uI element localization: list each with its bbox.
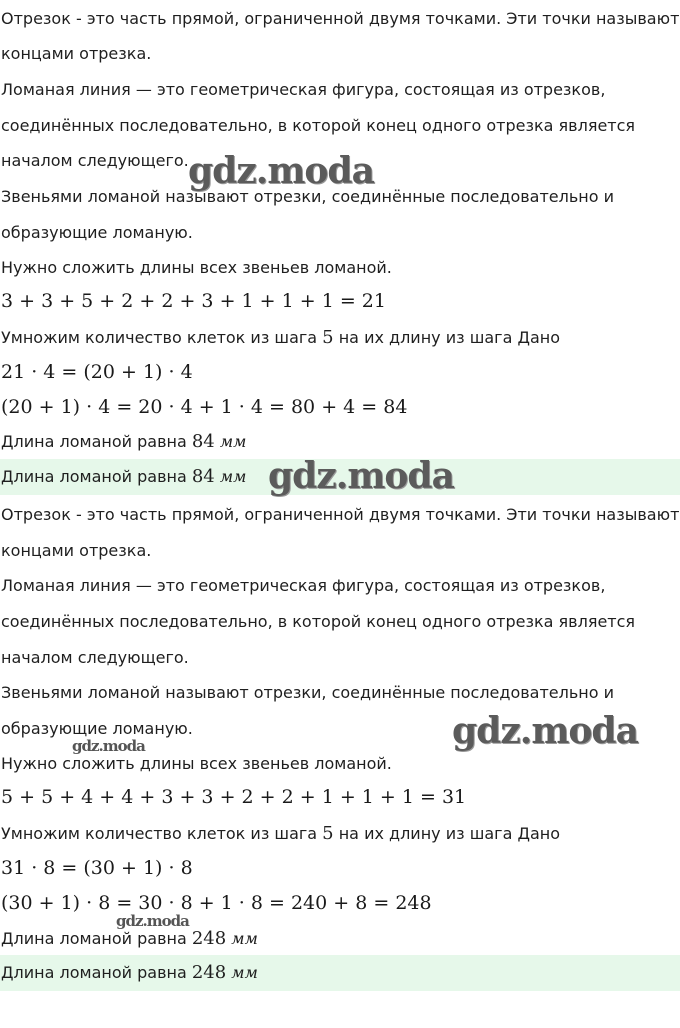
length-unit: мм	[219, 432, 247, 451]
multiply-step-text	[0, 328, 680, 348]
length-unit: мм	[231, 929, 258, 948]
watermark-logo-small: gdz.moda	[116, 912, 189, 930]
definition-segment-line-2: концами отрезка.	[1, 541, 152, 560]
definition-polyline-line-1: Ломаная линия — это геометрическая фигура, состоящая из отрезков,	[1, 576, 606, 595]
definition-links-line-1: Звеньями ломаной называют отрезки, соединённые последовательно и	[1, 187, 615, 206]
multiply-suffix: на их длину из шага Дано	[333, 328, 561, 347]
length-result	[0, 432, 680, 452]
definition-polyline-line-2: соединённых последовательно, в которой конец одного отрезка является	[1, 116, 636, 135]
multiply-step-text	[0, 824, 680, 844]
answer-text	[0, 963, 680, 983]
multiply-prefix: Умножим количество клеток из шага	[1, 328, 323, 347]
definition-segment-line-1: Отрезок - это часть прямой, ограниченной двумя точками. Эти точки называют	[1, 9, 680, 28]
watermark-logo: gdz.moda	[188, 150, 374, 192]
definition-polyline-line-3: началом следующего.	[1, 648, 189, 667]
multiply-suffix: на их длину из шага Дано	[333, 824, 561, 843]
watermark-logo-small: gdz.moda	[72, 737, 145, 755]
length-value: 248	[191, 928, 227, 949]
sum-expression: 5 + 5 + 4 + 4 + 3 + 3 + 2 + 2 + 1 + 1 + 1 = 31	[1, 786, 467, 808]
calc-line-2: (20 + 1) · 4 = 20 · 4 + 1 · 4 = 80 + 4 = 84	[1, 396, 408, 418]
step-sum-text: Нужно сложить длины всех звеньев ломаной.	[1, 754, 392, 773]
definition-links-line-1: Звеньями ломаной называют отрезки, соединённые последовательно и	[1, 683, 615, 702]
definition-segment-line-2: концами отрезка.	[1, 44, 152, 63]
multiply-step-number: 5	[322, 327, 334, 348]
answer-prefix: Длина ломаной равна	[1, 963, 192, 982]
calc-line-2: (30 + 1) · 8 = 30 · 8 + 1 · 8 = 240 + 8 = 248	[1, 892, 432, 914]
definition-polyline-line-1: Ломаная линия — это геометрическая фигура, состоящая из отрезков,	[1, 80, 606, 99]
calc-line-1: 31 · 8 = (30 + 1) · 8	[1, 857, 193, 879]
answer-unit: мм	[231, 963, 258, 982]
answer-unit: мм	[219, 467, 247, 486]
definition-polyline-line-2: соединённых последовательно, в которой конец одного отрезка является	[1, 612, 636, 631]
multiply-prefix: Умножим количество клеток из шага	[1, 824, 323, 843]
length-value: 84	[191, 431, 215, 452]
multiply-step-number: 5	[322, 823, 334, 844]
sum-expression: 3 + 3 + 5 + 2 + 2 + 3 + 1 + 1 + 1 = 21	[1, 290, 386, 312]
length-prefix: Длина ломаной равна	[1, 929, 192, 948]
length-result	[0, 929, 680, 949]
length-prefix: Длина ломаной равна	[1, 432, 192, 451]
watermark-logo: gdz.moda	[268, 455, 454, 497]
watermark-logo: gdz.moda	[452, 710, 638, 752]
definition-links-line-2: образующие ломаную.	[1, 223, 193, 242]
definition-links-line-2: образующие ломаную.	[1, 719, 193, 738]
definition-segment-line-1: Отрезок - это часть прямой, ограниченной двумя точками. Эти точки называют	[1, 505, 680, 524]
definition-polyline-line-3: началом следующего.	[1, 151, 189, 170]
calc-line-1: 21 · 4 = (20 + 1) · 4	[1, 361, 193, 383]
step-sum-text: Нужно сложить длины всех звеньев ломаной.	[1, 258, 392, 277]
answer-value: 84	[191, 466, 215, 487]
answer-prefix: Длина ломаной равна	[1, 467, 192, 486]
answer-value: 248	[191, 962, 227, 983]
